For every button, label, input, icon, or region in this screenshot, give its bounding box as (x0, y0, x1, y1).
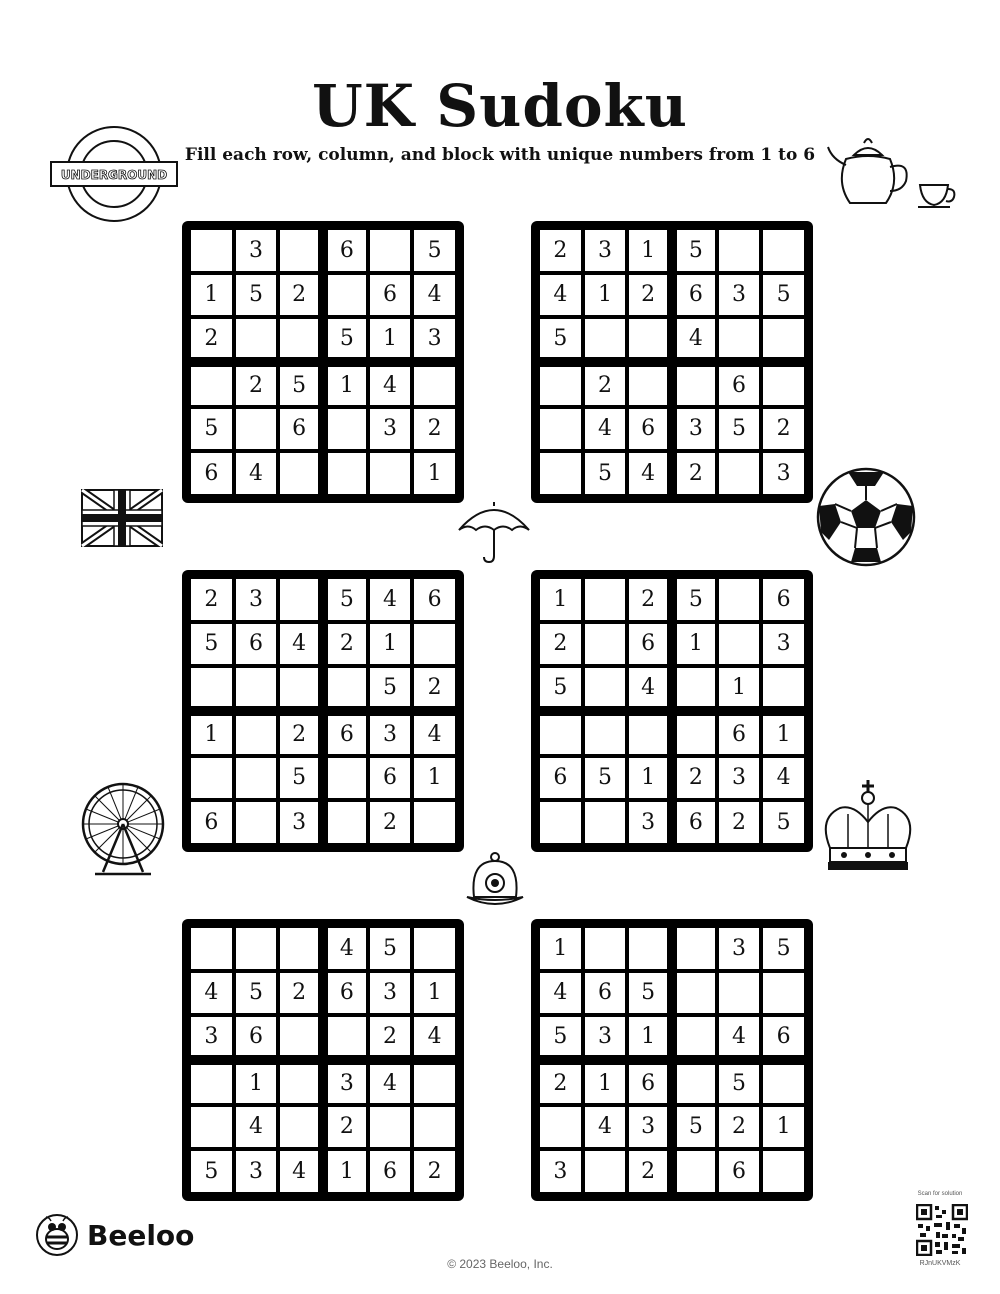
sudoku-cell[interactable]: 6 (328, 716, 366, 754)
sudoku-cell[interactable]: 6 (191, 453, 232, 494)
sudoku-cell[interactable] (280, 453, 318, 494)
sudoku-cell[interactable] (328, 668, 366, 706)
sudoku-cell[interactable]: 2 (280, 716, 318, 754)
sudoku-cell[interactable]: 4 (414, 1017, 455, 1055)
sudoku-cell[interactable]: 4 (280, 1151, 318, 1192)
sudoku-cell[interactable] (414, 624, 455, 665)
sudoku-cell[interactable]: 5 (236, 973, 277, 1014)
sudoku-cell[interactable]: 6 (370, 1151, 411, 1192)
sudoku-cell[interactable] (629, 367, 667, 405)
sudoku-cell[interactable]: 3 (763, 624, 804, 665)
sudoku-cell[interactable] (677, 1151, 715, 1192)
sudoku-cell[interactable]: 1 (191, 275, 232, 316)
sudoku-cell[interactable] (191, 758, 232, 799)
sudoku-cell[interactable]: 5 (719, 1065, 760, 1103)
scan-label: Scan for solution (917, 1191, 963, 1197)
sudoku-grid-2 (531, 221, 813, 503)
sudoku-cell[interactable]: 2 (629, 1151, 667, 1192)
sudoku-cell[interactable]: 3 (370, 409, 411, 450)
sudoku-cell[interactable] (629, 319, 667, 357)
sudoku-cell[interactable]: 6 (191, 802, 232, 843)
sudoku-cell[interactable]: 3 (719, 275, 760, 316)
sudoku-cell[interactable]: 4 (629, 453, 667, 494)
underground-sign-icon (48, 118, 180, 230)
sudoku-cell[interactable] (414, 928, 455, 969)
sudoku-cell[interactable] (540, 409, 581, 450)
sudoku-cell[interactable] (677, 1017, 715, 1055)
sudoku-cell[interactable] (677, 716, 715, 754)
sudoku-cell[interactable] (280, 1065, 318, 1103)
brand-name: Beeloo (87, 1218, 195, 1252)
sudoku-cell[interactable]: 3 (677, 409, 715, 450)
sudoku-grid-6 (531, 919, 813, 1201)
sudoku-cell[interactable]: 1 (763, 716, 804, 754)
sudoku-cell[interactable]: 4 (370, 367, 411, 405)
sudoku-cell[interactable] (280, 1017, 318, 1055)
sudoku-cell[interactable]: 5 (540, 1017, 581, 1055)
sudoku-cell[interactable]: 4 (370, 1065, 411, 1103)
sudoku-cell[interactable] (328, 758, 366, 799)
crown-icon (822, 778, 914, 874)
sudoku-cell[interactable]: 4 (414, 716, 455, 754)
sudoku-cell[interactable] (236, 758, 277, 799)
sudoku-cell[interactable]: 6 (677, 802, 715, 843)
sudoku-cell[interactable] (236, 668, 277, 706)
sudoku-cell[interactable]: 4 (191, 973, 232, 1014)
sudoku-cell[interactable]: 1 (540, 928, 581, 969)
sudoku-cell[interactable] (414, 1065, 455, 1103)
copyright: © 2023 Beeloo, Inc. (447, 1257, 553, 1271)
sudoku-cell[interactable] (370, 453, 411, 494)
sudoku-cell[interactable]: 4 (328, 928, 366, 969)
sudoku-cell[interactable]: 1 (677, 624, 715, 665)
sudoku-cell[interactable]: 1 (629, 1017, 667, 1055)
sudoku-cell[interactable] (719, 579, 760, 620)
sudoku-cell[interactable]: 3 (370, 973, 411, 1014)
sudoku-cell[interactable]: 5 (191, 624, 232, 665)
sudoku-cell[interactable]: 6 (763, 1017, 804, 1055)
sudoku-cell[interactable]: 2 (719, 802, 760, 843)
sudoku-cell[interactable]: 1 (370, 319, 411, 357)
sudoku-cell[interactable]: 3 (585, 1017, 626, 1055)
sudoku-cell[interactable]: 1 (414, 453, 455, 494)
sudoku-cell[interactable] (191, 1107, 232, 1148)
sudoku-cell[interactable] (719, 319, 760, 357)
sudoku-cell[interactable]: 2 (414, 668, 455, 706)
sudoku-cell[interactable] (763, 230, 804, 271)
sudoku-cell[interactable]: 4 (236, 1107, 277, 1148)
sudoku-cell[interactable] (585, 802, 626, 843)
sudoku-cell[interactable] (280, 928, 318, 969)
sudoku-cell[interactable]: 4 (370, 579, 411, 620)
sudoku-cell[interactable]: 2 (191, 579, 232, 620)
sudoku-cell[interactable] (585, 716, 626, 754)
sudoku-cell[interactable] (280, 230, 318, 271)
sudoku-cell[interactable]: 5 (370, 928, 411, 969)
bee-logo-icon (35, 1213, 79, 1257)
sudoku-cell[interactable] (540, 367, 581, 405)
sudoku-cell[interactable] (191, 668, 232, 706)
sudoku-cell[interactable]: 6 (236, 624, 277, 665)
sudoku-cell[interactable] (719, 624, 760, 665)
solution-code: RJnUKVMzK (919, 1260, 961, 1267)
underground-label: UNDERGROUND (60, 168, 168, 182)
page-title: UK Sudoku (312, 72, 688, 140)
sudoku-cell[interactable] (414, 1107, 455, 1148)
sudoku-cell[interactable] (677, 668, 715, 706)
sudoku-cell[interactable]: 2 (719, 1107, 760, 1148)
sudoku-cell[interactable] (719, 973, 760, 1014)
sudoku-cell[interactable]: 2 (540, 230, 581, 271)
sudoku-cell[interactable]: 2 (236, 367, 277, 405)
sudoku-cell[interactable]: 2 (763, 409, 804, 450)
sudoku-cell[interactable] (280, 579, 318, 620)
sudoku-cell[interactable] (540, 453, 581, 494)
sudoku-cell[interactable]: 2 (629, 579, 667, 620)
sudoku-cell[interactable]: 6 (540, 758, 581, 799)
sudoku-cell[interactable]: 2 (370, 802, 411, 843)
sudoku-cell[interactable] (540, 1107, 581, 1148)
sudoku-cell[interactable]: 4 (540, 973, 581, 1014)
sudoku-cell[interactable] (677, 928, 715, 969)
sudoku-cell[interactable]: 3 (236, 579, 277, 620)
sudoku-cell[interactable]: 4 (719, 1017, 760, 1055)
sudoku-cell[interactable]: 1 (370, 624, 411, 665)
umbrella-icon (456, 500, 532, 566)
sudoku-cell[interactable]: 4 (540, 275, 581, 316)
sudoku-cell[interactable]: 2 (280, 275, 318, 316)
union-jack-flag-icon (81, 489, 163, 547)
brand-logo (35, 1213, 194, 1257)
sudoku-cell[interactable] (414, 802, 455, 843)
sudoku-cell[interactable]: 1 (719, 668, 760, 706)
sudoku-cell[interactable]: 2 (414, 1151, 455, 1192)
sudoku-cell[interactable]: 4 (677, 319, 715, 357)
sudoku-cell[interactable] (328, 409, 366, 450)
sudoku-cell[interactable] (414, 367, 455, 405)
sudoku-cell[interactable]: 3 (540, 1151, 581, 1192)
sudoku-cell[interactable] (280, 1107, 318, 1148)
sudoku-cell[interactable] (280, 319, 318, 357)
sudoku-cell[interactable]: 6 (719, 716, 760, 754)
sudoku-cell[interactable]: 5 (763, 275, 804, 316)
sudoku-cell[interactable]: 3 (280, 802, 318, 843)
sudoku-cell[interactable]: 1 (763, 1107, 804, 1148)
sudoku-cell[interactable] (540, 716, 581, 754)
sudoku-cell[interactable] (677, 367, 715, 405)
sudoku-cell[interactable]: 5 (236, 275, 277, 316)
sudoku-cell[interactable]: 3 (629, 1107, 667, 1148)
sudoku-cell[interactable] (763, 1151, 804, 1192)
sudoku-cell[interactable]: 5 (719, 409, 760, 450)
sudoku-grid-5 (182, 919, 464, 1201)
sudoku-cell[interactable] (370, 1107, 411, 1148)
sudoku-cell[interactable]: 2 (414, 409, 455, 450)
sudoku-cell[interactable]: 4 (585, 1107, 626, 1148)
sudoku-cell[interactable] (585, 668, 626, 706)
sudoku-cell[interactable]: 5 (370, 668, 411, 706)
sudoku-cell[interactable]: 2 (328, 1107, 366, 1148)
sudoku-cell[interactable] (236, 928, 277, 969)
sudoku-cell[interactable]: 5 (191, 1151, 232, 1192)
sudoku-cell[interactable] (236, 319, 277, 357)
sudoku-cell[interactable] (328, 275, 366, 316)
sudoku-cell[interactable]: 5 (629, 973, 667, 1014)
sudoku-cell[interactable]: 3 (585, 230, 626, 271)
sudoku-cell[interactable]: 6 (719, 367, 760, 405)
teapot-icon (824, 133, 956, 213)
sudoku-cell[interactable]: 5 (414, 230, 455, 271)
sudoku-cell[interactable]: 1 (585, 275, 626, 316)
sudoku-cell[interactable]: 3 (370, 716, 411, 754)
sudoku-cell[interactable] (629, 928, 667, 969)
sudoku-cell[interactable] (280, 668, 318, 706)
sudoku-cell[interactable]: 4 (236, 453, 277, 494)
sudoku-cell[interactable]: 1 (328, 367, 366, 405)
instructions: Fill each row, column, and block with unique numbers from 1 to 6 (184, 145, 816, 165)
sudoku-cell[interactable]: 6 (414, 579, 455, 620)
sudoku-cell[interactable]: 3 (629, 802, 667, 843)
sudoku-cell[interactable]: 6 (370, 758, 411, 799)
sudoku-cell[interactable]: 1 (585, 1065, 626, 1103)
sudoku-cell[interactable] (763, 973, 804, 1014)
sudoku-cell[interactable] (236, 802, 277, 843)
sudoku-cell[interactable]: 5 (677, 579, 715, 620)
sudoku-cell[interactable]: 6 (585, 973, 626, 1014)
sudoku-cell[interactable]: 6 (280, 409, 318, 450)
sudoku-cell[interactable] (585, 624, 626, 665)
sudoku-cell[interactable]: 1 (414, 758, 455, 799)
sudoku-cell[interactable] (370, 230, 411, 271)
sudoku-cell[interactable]: 5 (585, 758, 626, 799)
sudoku-cell[interactable]: 6 (236, 1017, 277, 1055)
sudoku-cell[interactable] (763, 319, 804, 357)
sudoku-cell[interactable] (763, 1065, 804, 1103)
sudoku-cell[interactable]: 2 (585, 367, 626, 405)
sudoku-cell[interactable] (191, 928, 232, 969)
sudoku-cell[interactable]: 5 (763, 928, 804, 969)
sudoku-cell[interactable]: 6 (629, 624, 667, 665)
sudoku-cell[interactable]: 6 (328, 230, 366, 271)
sudoku-cell[interactable] (328, 453, 366, 494)
sudoku-cell[interactable]: 4 (414, 275, 455, 316)
sudoku-cell[interactable]: 5 (280, 367, 318, 405)
sudoku-grid-3 (182, 570, 464, 852)
sudoku-cell[interactable]: 5 (328, 579, 366, 620)
sudoku-cell[interactable]: 3 (763, 453, 804, 494)
sudoku-cell[interactable] (328, 802, 366, 843)
sudoku-cell[interactable] (677, 1065, 715, 1103)
sudoku-cell[interactable] (585, 928, 626, 969)
sudoku-cell[interactable]: 2 (370, 1017, 411, 1055)
sudoku-cell[interactable]: 5 (540, 319, 581, 357)
sudoku-cell[interactable]: 1 (414, 973, 455, 1014)
sudoku-cell[interactable]: 4 (585, 409, 626, 450)
sudoku-cell[interactable] (191, 230, 232, 271)
sudoku-cell[interactable]: 3 (414, 319, 455, 357)
sudoku-cell[interactable]: 6 (629, 409, 667, 450)
sudoku-cell[interactable]: 6 (328, 973, 366, 1014)
sudoku-cell[interactable]: 6 (763, 579, 804, 620)
sudoku-cell[interactable]: 5 (677, 1107, 715, 1148)
sudoku-cell[interactable] (719, 230, 760, 271)
sudoku-cell[interactable]: 3 (328, 1065, 366, 1103)
sudoku-cell[interactable] (763, 367, 804, 405)
sudoku-cell[interactable]: 4 (763, 758, 804, 799)
sudoku-cell[interactable]: 1 (328, 1151, 366, 1192)
sudoku-cell[interactable]: 5 (280, 758, 318, 799)
sudoku-cell[interactable]: 2 (677, 453, 715, 494)
sudoku-cell[interactable]: 6 (629, 1065, 667, 1103)
sudoku-cell[interactable]: 1 (540, 579, 581, 620)
sudoku-cell[interactable] (328, 1017, 366, 1055)
sudoku-cell[interactable]: 3 (236, 1151, 277, 1192)
sudoku-cell[interactable]: 5 (328, 319, 366, 357)
sudoku-cell[interactable]: 3 (719, 758, 760, 799)
sudoku-cell[interactable] (629, 716, 667, 754)
sudoku-cell[interactable]: 5 (191, 409, 232, 450)
sudoku-cell[interactable]: 3 (236, 230, 277, 271)
sudoku-cell[interactable]: 6 (719, 1151, 760, 1192)
sudoku-cell[interactable] (540, 802, 581, 843)
sudoku-cell[interactable] (191, 367, 232, 405)
sudoku-cell[interactable] (585, 319, 626, 357)
sudoku-cell[interactable]: 3 (191, 1017, 232, 1055)
sudoku-cell[interactable]: 1 (236, 1065, 277, 1103)
sudoku-cell[interactable]: 4 (629, 668, 667, 706)
sudoku-cell[interactable]: 2 (629, 275, 667, 316)
sudoku-cell[interactable] (585, 1151, 626, 1192)
sudoku-cell[interactable] (677, 973, 715, 1014)
sudoku-cell[interactable]: 2 (328, 624, 366, 665)
football-icon (815, 466, 917, 568)
sudoku-cell[interactable] (191, 1065, 232, 1103)
sudoku-cell[interactable]: 5 (540, 668, 581, 706)
london-eye-icon (77, 780, 169, 878)
sudoku-cell[interactable] (236, 716, 277, 754)
qr-code-icon[interactable] (916, 1204, 968, 1256)
sudoku-cell[interactable]: 5 (585, 453, 626, 494)
sudoku-cell[interactable]: 3 (719, 928, 760, 969)
sudoku-cell[interactable]: 2 (191, 319, 232, 357)
sudoku-cell[interactable]: 2 (540, 624, 581, 665)
sudoku-cell[interactable]: 1 (629, 758, 667, 799)
sudoku-cell[interactable]: 1 (191, 716, 232, 754)
police-helmet-icon (464, 851, 526, 909)
sudoku-cell[interactable] (719, 453, 760, 494)
sudoku-cell[interactable] (763, 668, 804, 706)
sudoku-cell[interactable]: 4 (280, 624, 318, 665)
sudoku-cell[interactable]: 6 (677, 275, 715, 316)
sudoku-cell[interactable]: 5 (763, 802, 804, 843)
sudoku-cell[interactable]: 6 (370, 275, 411, 316)
sudoku-cell[interactable] (585, 579, 626, 620)
sudoku-cell[interactable]: 2 (677, 758, 715, 799)
sudoku-cell[interactable]: 1 (629, 230, 667, 271)
sudoku-cell[interactable]: 5 (677, 230, 715, 271)
sudoku-cell[interactable]: 2 (540, 1065, 581, 1103)
sudoku-grid-1 (182, 221, 464, 503)
sudoku-cell[interactable]: 2 (280, 973, 318, 1014)
sudoku-grid-4 (531, 570, 813, 852)
sudoku-cell[interactable] (236, 409, 277, 450)
